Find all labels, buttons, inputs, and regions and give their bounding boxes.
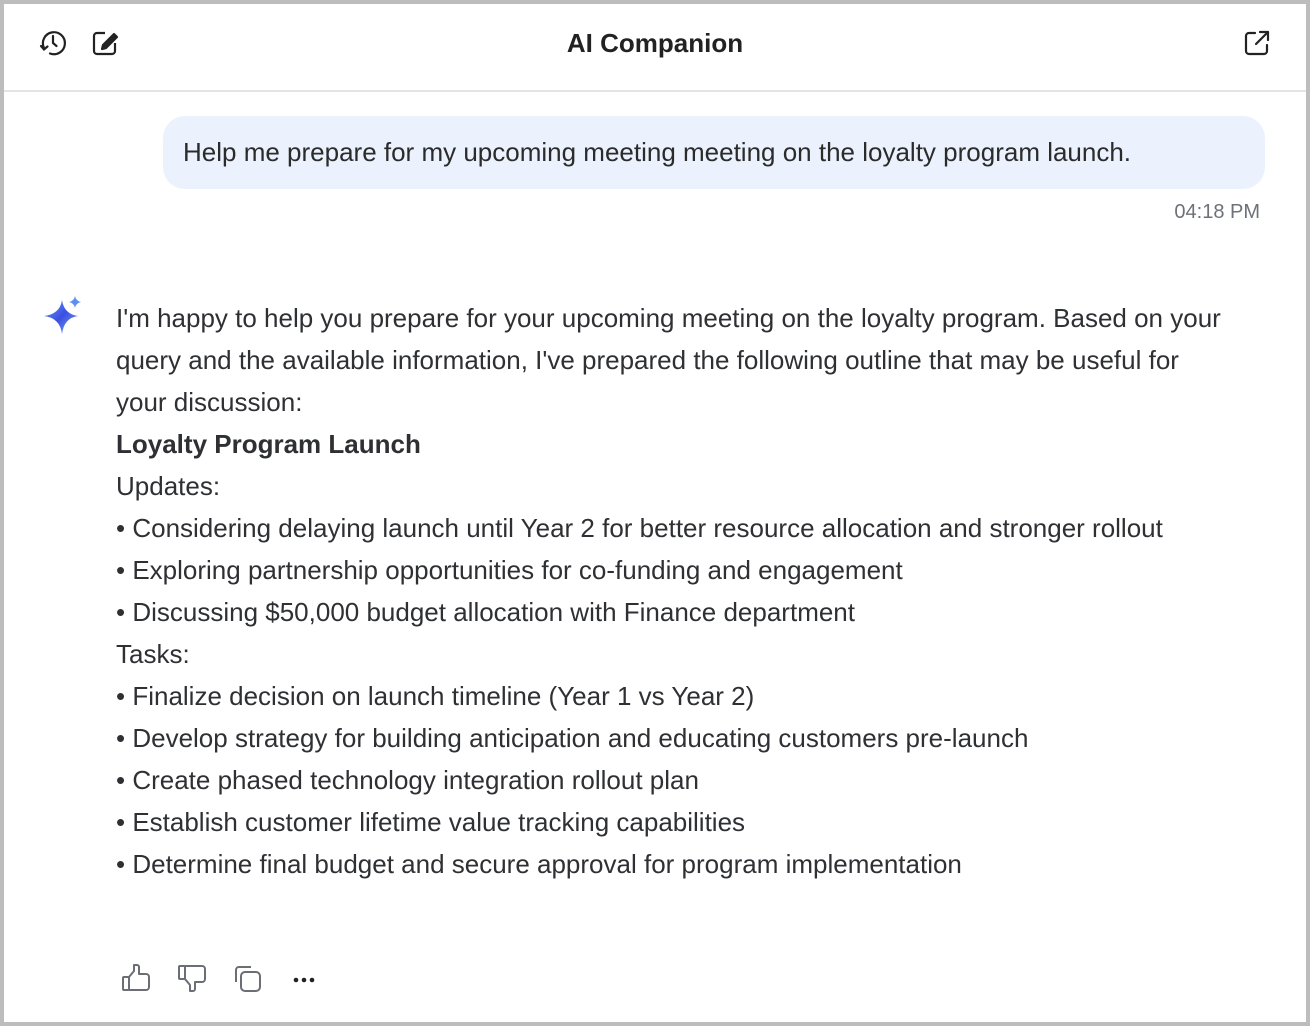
response-actions bbox=[120, 962, 320, 994]
task-item: • Determine final budget and secure approval for program implementation bbox=[116, 849, 962, 879]
task-item: • Develop strategy for building anticipation and educating customers pre-launch bbox=[116, 723, 1029, 753]
header bbox=[4, 4, 1306, 92]
tasks-label: Tasks: bbox=[116, 639, 190, 669]
more-icon[interactable] bbox=[288, 962, 320, 994]
ai-response bbox=[116, 297, 1236, 885]
response-heading bbox=[116, 423, 1236, 465]
ai-sparkle-icon bbox=[42, 294, 84, 336]
message-timestamp: 04:18 PM bbox=[1174, 201, 1260, 223]
heading-text: Loyalty Program Launch bbox=[116, 429, 421, 459]
thumbs-up-icon[interactable] bbox=[120, 962, 152, 994]
task-item: • Establish customer lifetime value tracking capabilities bbox=[116, 807, 746, 837]
copy-icon[interactable] bbox=[232, 962, 264, 994]
update-item: • Considering delaying launch until Year 2 for better resource allocation and stronger rollout bbox=[116, 513, 1163, 543]
ai-companion-window bbox=[4, 4, 1306, 1022]
user-message-text: Help me prepare for my upcoming meeting meeting on the loyalty program launch. bbox=[183, 137, 1132, 167]
user-message-bubble bbox=[163, 116, 1265, 189]
pop-out-icon[interactable] bbox=[1242, 28, 1272, 58]
task-item: • Finalize decision on launch timeline (Year 1 vs Year 2) bbox=[116, 681, 755, 711]
response-intro: I'm happy to help you prepare for your upcoming meeting on the loyalty program. Based on your query and the available information, I've prepared the following outline that may be useful for your discussion: bbox=[116, 303, 1221, 417]
update-item: • Discussing $50,000 budget allocation with Finance department bbox=[116, 597, 855, 627]
updates-label: Updates: bbox=[116, 471, 221, 501]
update-item: • Exploring partnership opportunities for co-funding and engagement bbox=[116, 555, 903, 585]
thumbs-down-icon[interactable] bbox=[176, 962, 208, 994]
task-item: • Create phased technology integration rollout plan bbox=[116, 765, 699, 795]
window-title: AI Companion bbox=[566, 28, 744, 58]
